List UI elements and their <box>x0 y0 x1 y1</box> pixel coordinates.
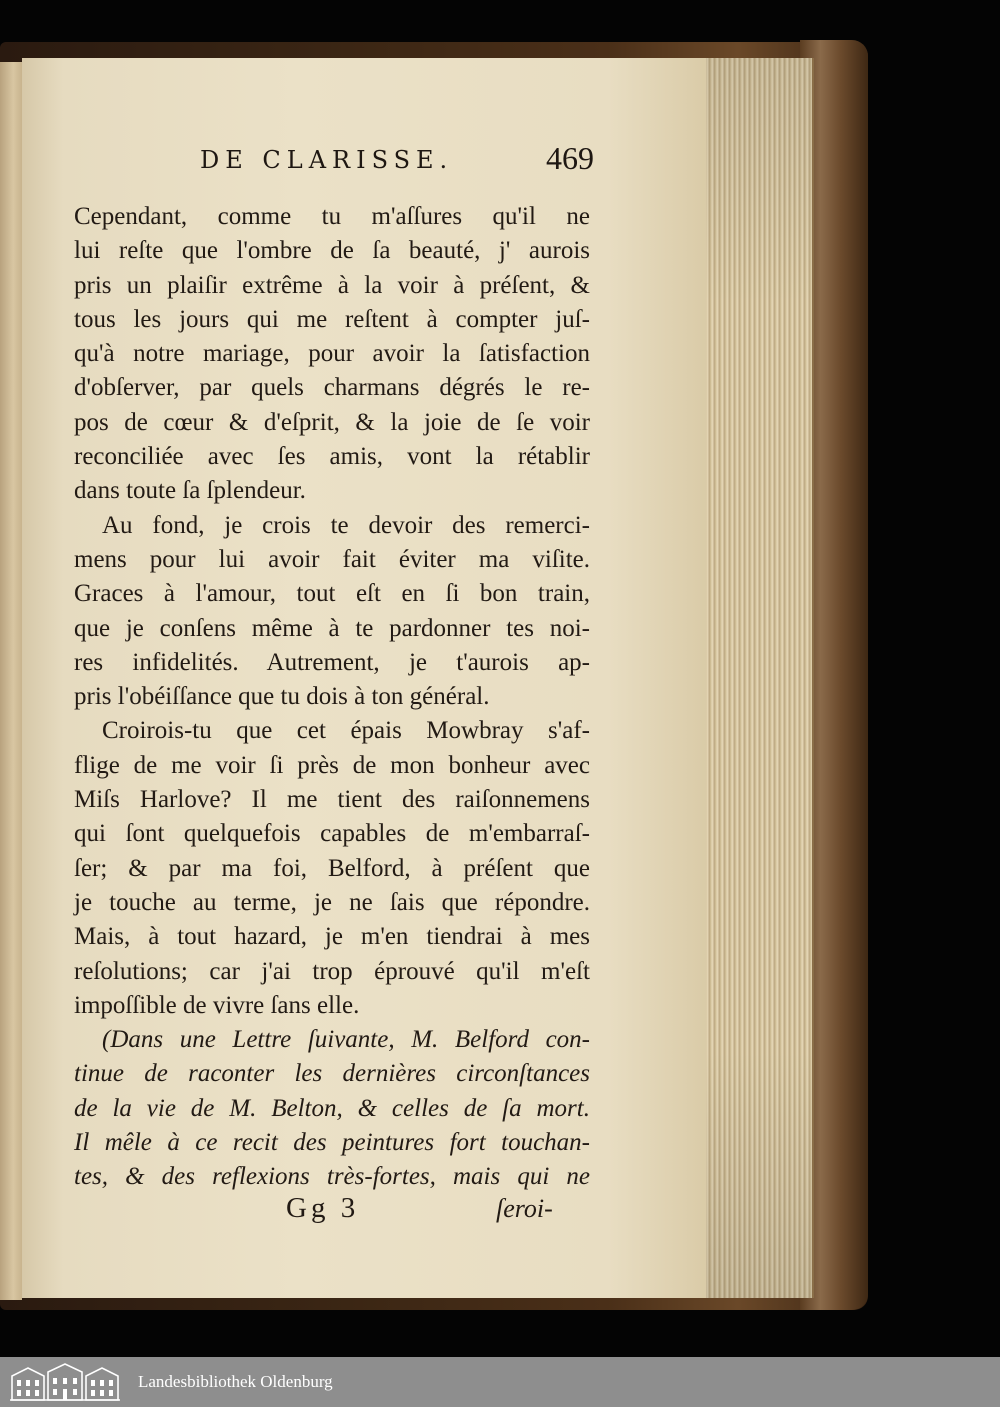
body-text <box>74 200 590 1195</box>
text-line: lui reſte que l'ombre de ſa beauté, j' aurois <box>74 237 590 265</box>
text-line: tinue de raconter les dernières circonſtances <box>74 1060 590 1088</box>
text-line: qui ſont quelquefois capables de m'embarraſ- <box>74 820 590 848</box>
signature-mark: Gg 3 <box>286 1192 360 1224</box>
paragraph-3 <box>74 714 590 1023</box>
library-building-icon <box>8 1362 122 1402</box>
text-line: pris l'obéiſſance que tu dois à ton général. <box>74 683 490 711</box>
paragraph-4-italic <box>74 1023 590 1194</box>
text-line: Miſs Harlove? Il me tient des raiſonnemens <box>74 786 590 814</box>
running-head: DE CLARISSE. <box>200 146 454 174</box>
previous-page-edge <box>0 62 22 1300</box>
catchword: ſeroi- <box>496 1194 553 1223</box>
text-line: impoſſible de vivre ſans elle. <box>74 991 360 1019</box>
text-line: dans toute ſa ſplendeur. <box>74 477 306 505</box>
text-line: que je conſens même à te pardonner tes noi- <box>74 614 590 642</box>
paragraph-1 <box>74 200 590 509</box>
text-line: Graces à l'amour, tout eſt en ſi bon train, <box>74 580 590 608</box>
page-number: 469 <box>546 140 594 176</box>
library-name: Landesbibliothek Oldenburg <box>138 1372 333 1391</box>
text-line: reſolutions; car j'ai trop éprouvé qu'il m'eſt <box>74 957 590 985</box>
footer-bar <box>0 1357 1000 1407</box>
text-line: tes, & des reflexions très-fortes, mais qui ne <box>74 1163 590 1191</box>
text-line: de la vie de M. Belton, & celles de ſa mort. <box>74 1094 590 1122</box>
text-line: ſer; & par ma foi, Belford, à préſent que <box>74 854 590 882</box>
text-line: d'obſerver, par quels charmans dégrés le re- <box>74 374 590 402</box>
page-block-shade <box>706 58 812 1298</box>
text-line: qu'à notre mariage, pour avoir la ſatisfaction <box>74 340 590 368</box>
text-line: Au fond, je crois te devoir des remerci- <box>102 511 590 539</box>
text-line: pris un plaiſir extrême à la voir à préſent, & <box>74 271 590 299</box>
paragraph-2 <box>74 509 590 715</box>
text-line: Mais, à tout hazard, je m'en tiendrai à mes <box>74 923 590 951</box>
text-line: reconciliée avec ſes amis, vont la rétablir <box>74 443 590 471</box>
text-line: res infidelités. Autrement, je t'aurois ap- <box>74 648 590 676</box>
text-line: flige de me voir ſi près de mon bonheur avec <box>74 751 590 779</box>
text-line: Croirois-tu que cet épais Mowbray s'af- <box>102 717 590 745</box>
text-line: Cependant, comme tu m'aſſures qu'il ne <box>74 203 590 230</box>
text-line: mens pour lui avoir fait éviter ma viſite. <box>74 545 590 573</box>
text-line: je touche au terme, je ne ſais que répondre. <box>74 888 590 916</box>
text-line: tous les jours qui me reſtent à compter juſ- <box>74 305 590 333</box>
text-line: Il mêle à ce recit des peintures fort touchan- <box>74 1129 590 1157</box>
text-line: pos de cœur & d'eſprit, & la joie de ſe voir <box>74 408 590 436</box>
text-line: (Dans une Lettre ſuivante, M. Belford con- <box>102 1026 590 1054</box>
